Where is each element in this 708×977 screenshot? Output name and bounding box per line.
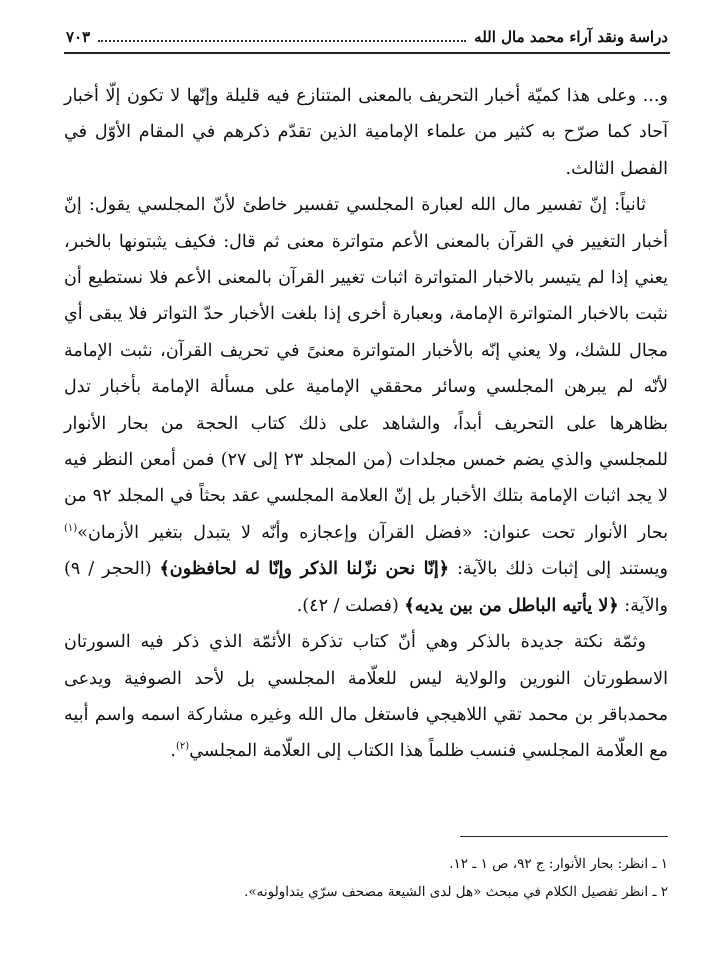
verse-2-citation: (فصلت / ٤٢).	[296, 595, 405, 616]
footnote-2: ٢ ـ انظر تفصيل الكلام في مبحث «هل لدى الشيعة مصحف سرّي يتداولونه».	[244, 884, 668, 900]
header-rule	[64, 52, 670, 54]
page-number: ٧٠٣	[66, 28, 91, 46]
paragraph-2-text-cont: ويستند إلى إثبات ذلك بالآية:	[449, 559, 668, 580]
running-header-title: دراسة ونقد آراء محمد مال الله	[474, 28, 668, 46]
running-header	[66, 28, 668, 46]
footnote-1: ١ ـ انظر: بحار الأنوار: ج ٩٢، ص ١ ـ ١٢.	[449, 856, 668, 872]
paragraph-3-text: وثمّة نكتة جديدة بالذكر وهي أنّ كتاب تذكرة الأئمّة الذي ذكر فيه السورتان الاسطورتان النورين والولاية ليس للعلّامة المجلسي بل لأحد الصوفية ويدعى محمدباقر بن محمد تقي اللاهيجي فاستغل مال الله وغيره مشاركة اسمه واسم أبيه مع العلّامة المجلسي فنسب ظلماً هذا الكتاب إلى العلّامة المجلسي	[64, 632, 668, 762]
footnote-ref-2: (٢)	[176, 741, 190, 753]
paragraph-1: و... وعلى هذا كميّة أخبار التحريف بالمعنى المتنازع فيه قليلة وإنّها لا تكون إلّا أخبار آحاد كما صرّح به كثير من علماء الإمامية الذين تقدّم ذكرهم في المقام الأوّل في الفصل الثالث.	[64, 86, 668, 179]
paragraph-2	[64, 187, 668, 624]
paragraph-3-end: .	[170, 741, 177, 762]
paragraph-3	[64, 624, 668, 770]
verse-1-citation: (الحجر / ٩) والآية:	[64, 559, 668, 616]
header-dot-leader	[98, 40, 466, 42]
footnotes	[64, 850, 668, 906]
quran-verse-2: ﴿لا يأتيه الباطل من بين يديه﴾	[404, 594, 619, 616]
footnote-ref-1: (١)	[64, 523, 78, 535]
footnote-separator	[460, 836, 668, 837]
main-text	[64, 78, 668, 770]
paragraph-2-text: ثانياً: إنّ تفسير مال الله لعبارة المجلسي تفسير خاطئ لأنّ المجلسي يقول: إنّ أخبار التغيير في القرآن بالمعنى الأعم متواترة معنى ثم قال: فكيف يثبتونها بالخبر، يعني إذا لم يتيسر بالاخبار المتواترة اثبات تغيير القرآن بالمعنى الأعم فلا نستطيع أن نثبت بالاخبار المتواترة الإمامة، وبعبارة أخرى إذا بلغت الأخبار حدّ التواتر فلا يبقى أي مجال للشك، ولا يعني إنّه بالأخبار المتواترة معنىً في تحريف القرآن، نثبت الإمامة لأنّه لم يبرهن المجلسي وسائر محققي الإمامية على مسألة الإمامة بأخبار تدل بظاهرها على التحريف أبداً، والشاهد على ذلك كتاب الحجة من بحار الأنوار للمجلسي والذي يضم خمس مجلدات (من المجلد ٢٣ إلى ٢٧) فمن أمعن النظر فيه لا يجد اثبات الإمامة بتلك الأخبار بل إنّ العلامة المجلسي عقد بحثاً في المجلد ٩٢ من بحار الأنوار تحت عنوان: «فضل القرآن وإعجازه وأنّه لا يتبدل بتغير الأزمان»	[64, 195, 668, 543]
quran-verse-1: ﴿إنّا نحن نزّلنا الذكر وإنّا له لحافظون﴾	[159, 558, 450, 580]
